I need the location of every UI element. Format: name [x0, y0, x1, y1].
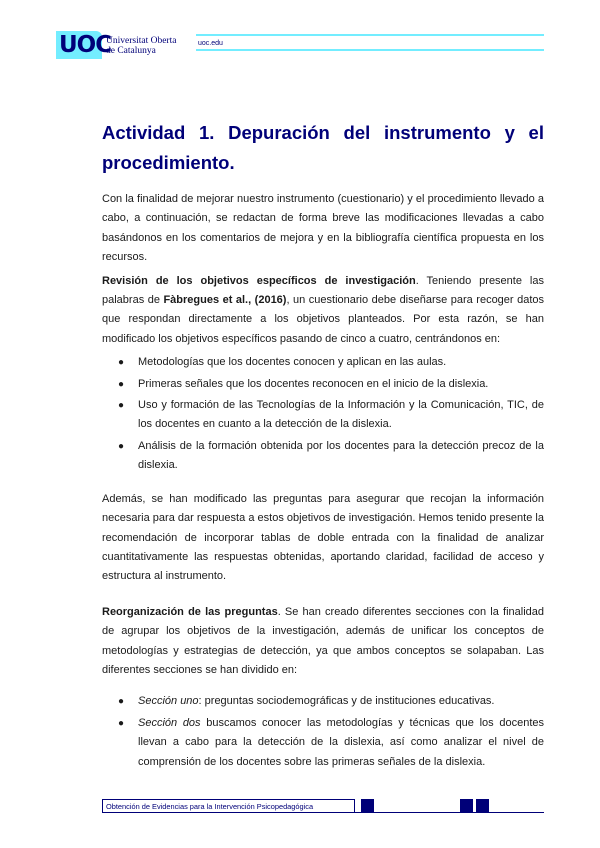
section1-text-b: , un cuestionario debe diseñarse para recoger datos que respondan directamente a los objetivos planteados. Por esta razón, se han modificado los objetivos específicos pasando de cinco a cuatro, centrándonos en:	[102, 294, 544, 345]
document-body	[102, 118, 544, 774]
intro-paragraph: Con la finalidad de mejorar nuestro instrumento (cuestionario) y el procedimiento llevado a cabo, a continuación, se redactan de forma breve las modificaciones llevadas a cabo basándonos en los comentarios de mejora y en la bibliografía científica propuesta en los recursos.	[102, 193, 544, 264]
list-item	[118, 396, 544, 435]
page-header	[0, 0, 600, 72]
section2-paragraph	[102, 603, 544, 681]
sections-list	[102, 692, 544, 772]
list-item	[118, 353, 544, 372]
section1-paragraph	[102, 272, 544, 350]
section1-heading: Revisión de los objetivos específicos de investigación	[102, 274, 416, 287]
bullet-icon: ●	[118, 717, 125, 729]
bullet-icon: ●	[118, 378, 125, 390]
section2-heading: Reorganización de las preguntas	[102, 605, 278, 618]
header-tag: uoc.edu	[198, 40, 223, 47]
bullet-icon: ●	[118, 696, 125, 708]
footer-course-title: Obtención de Evidencias para la Intervención Psicopedagógica	[102, 799, 355, 813]
page-footer	[102, 799, 544, 815]
footer-rule	[355, 812, 544, 813]
list-item	[118, 714, 544, 772]
list-item-text: Análisis de la formación obtenida por los docentes para la detección precoz de la dislexia.	[138, 439, 544, 472]
university-name-line1: Universitat Oberta	[106, 36, 177, 46]
uoc-logo-mark: UOC	[59, 32, 112, 58]
list-item-text: buscamos conocer las metodologías y técnicas que los docentes llevan a cabo para la detección de la dislexia, así como analizar el nivel de comprensión de los docentes sobre las primeras señales de la dislexia.	[138, 716, 544, 768]
bullet-icon: ●	[118, 357, 125, 369]
list-item-text: Metodologías que los docentes conocen y aplican en las aulas.	[138, 356, 447, 369]
citation: Fàbregues et al., (2016)	[163, 294, 287, 307]
list-item	[118, 375, 544, 394]
objectives-list	[102, 353, 544, 475]
university-name	[106, 36, 176, 56]
list-item	[118, 437, 544, 476]
footer-block-icon	[460, 799, 473, 813]
uoc-logo	[56, 31, 112, 59]
bullet-icon: ●	[118, 440, 125, 452]
header-rule-top	[196, 34, 544, 36]
bullet-icon: ●	[118, 400, 125, 412]
section-label: Sección uno	[138, 695, 199, 708]
section1-text-a: . Teniendo presente las palabras de	[102, 274, 544, 307]
footer-block-icon	[476, 799, 489, 813]
list-item-text: Uso y formación de las Tecnologías de la Información y la Comunicación, TIC, de los docentes en cuanto a la detección de la dislexia.	[138, 399, 544, 431]
list-item	[118, 692, 544, 711]
footer-block-icon	[361, 799, 374, 813]
page-title: Actividad 1. Depuración del instrumento y el procedimiento.	[102, 122, 544, 173]
questions-paragraph: Además, se han modificado las preguntas para asegurar que recojan la información necesaria para dar respuesta a estos objetivos de investigación. Hemos tenido presente la recomendación de incorporar tablas de doble entrada con la finalidad de analizar cuantitativamente las respuestas obtenidas, aportando claridad, facilidad de acceso y estructura al instrumento.	[102, 492, 544, 583]
section2-text: . Se han creado diferentes secciones con la finalidad de agrupar los objetivos de la investigación, además de unificar los conceptos de metodologías y estrategias de detección, ya que ambos conceptos se solapaban. Las diferentes secciones se han dividido en:	[102, 605, 544, 676]
list-item-text: Primeras señales que los docentes reconocen en el inicio de la dislexia.	[138, 377, 489, 390]
list-item-text: : preguntas sociodemográficas y de instituciones educativas.	[198, 695, 495, 708]
university-name-line2: de Catalunya	[106, 46, 156, 56]
section-label: Sección dos	[138, 716, 201, 729]
header-rule-bottom	[196, 49, 544, 51]
